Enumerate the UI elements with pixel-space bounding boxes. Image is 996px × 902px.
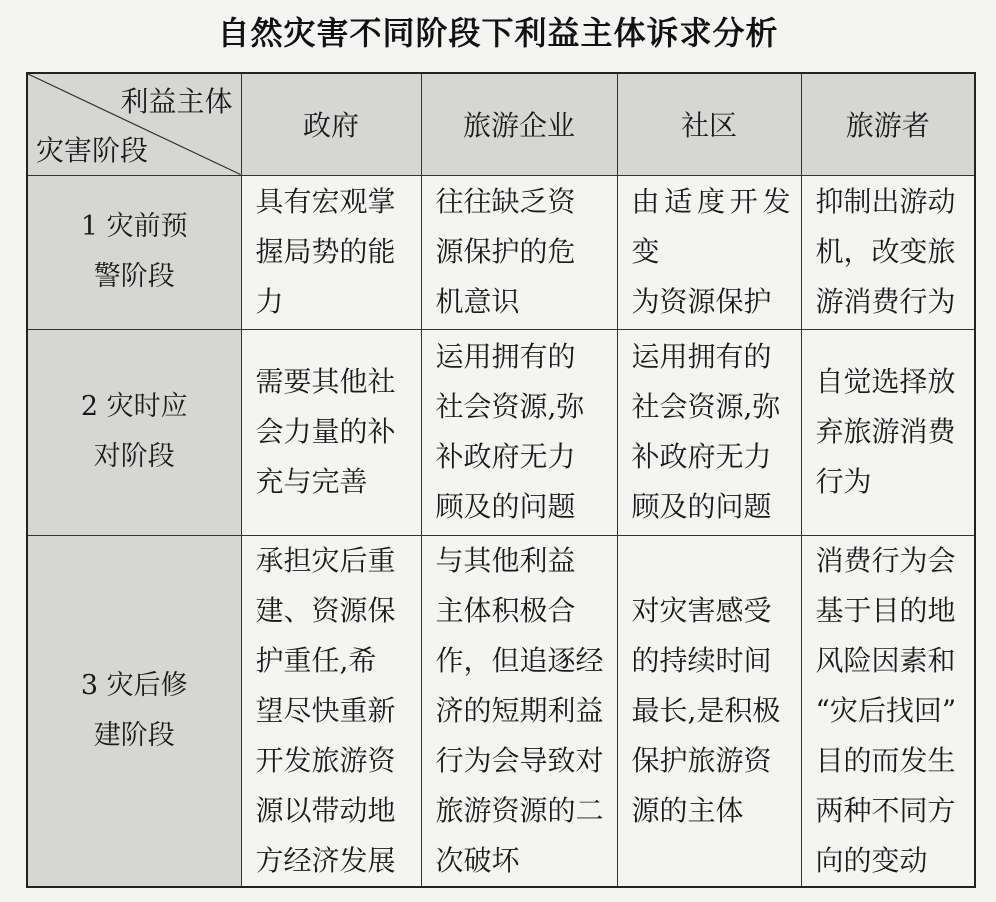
stage-cell-post-disaster: 3 灾后修 建阶段 xyxy=(27,535,241,887)
table-cell: 运用拥有的 社会资源,弥 补政府无力 顾及的问题 xyxy=(421,329,617,535)
table-cell: 消费行为会 基于目的地 风险因素和 “灾后找回” 目的而发生 两种不同方 向的变动 xyxy=(801,535,975,887)
column-header-government: 政府 xyxy=(241,73,421,175)
analysis-table xyxy=(26,72,976,888)
corner-stakeholder-label: 利益主体 xyxy=(120,85,233,118)
column-header-tourist: 旅游者 xyxy=(801,73,975,175)
table-row xyxy=(27,329,975,535)
table-cell: 抑制出游动 机，改变旅 游消费行为 xyxy=(801,175,975,329)
table-cell: 运用拥有的 社会资源,弥 补政府无力 顾及的问题 xyxy=(617,329,801,535)
table-cell: 承担灾后重 建、资源保 护重任,希 望尽快重新 开发旅游资 源以带动地 方经济发展 xyxy=(241,535,421,887)
table-title: 自然灾害不同阶段下利益主体诉求分析 xyxy=(217,14,779,52)
table-cell: 需要其他社 会力量的补 充与完善 xyxy=(241,329,421,535)
table-cell: 自觉选择放 弃旅游消费 行为 xyxy=(801,329,975,535)
table-cell: 对灾害感受 的持续时间 最长,是积极 保护旅游资 源的主体 xyxy=(617,535,801,887)
table-cell: 往往缺乏资 源保护的危 机意识 xyxy=(421,175,617,329)
corner-stage-label: 灾害阶段 xyxy=(36,133,149,167)
table-cell: 由适度开发变 为资源保护 xyxy=(617,175,801,329)
stage-cell-during-disaster: 2 灾时应 对阶段 xyxy=(27,329,241,535)
column-header-tourism-enterprise: 旅游企业 xyxy=(421,73,617,175)
table-cell: 具有宏观掌 握局势的能 力 xyxy=(241,175,421,329)
column-header-community: 社区 xyxy=(617,73,801,175)
stage-cell-pre-disaster: 1 灾前预 警阶段 xyxy=(27,175,241,329)
corner-header-cell xyxy=(27,73,241,175)
table-row xyxy=(27,175,975,329)
table-cell: 与其他利益 主体积极合 作，但追逐经 济的短期利益 行为会导致对 旅游资源的二 次破坏 xyxy=(421,535,617,887)
table-row xyxy=(27,535,975,887)
header-row xyxy=(27,73,975,175)
